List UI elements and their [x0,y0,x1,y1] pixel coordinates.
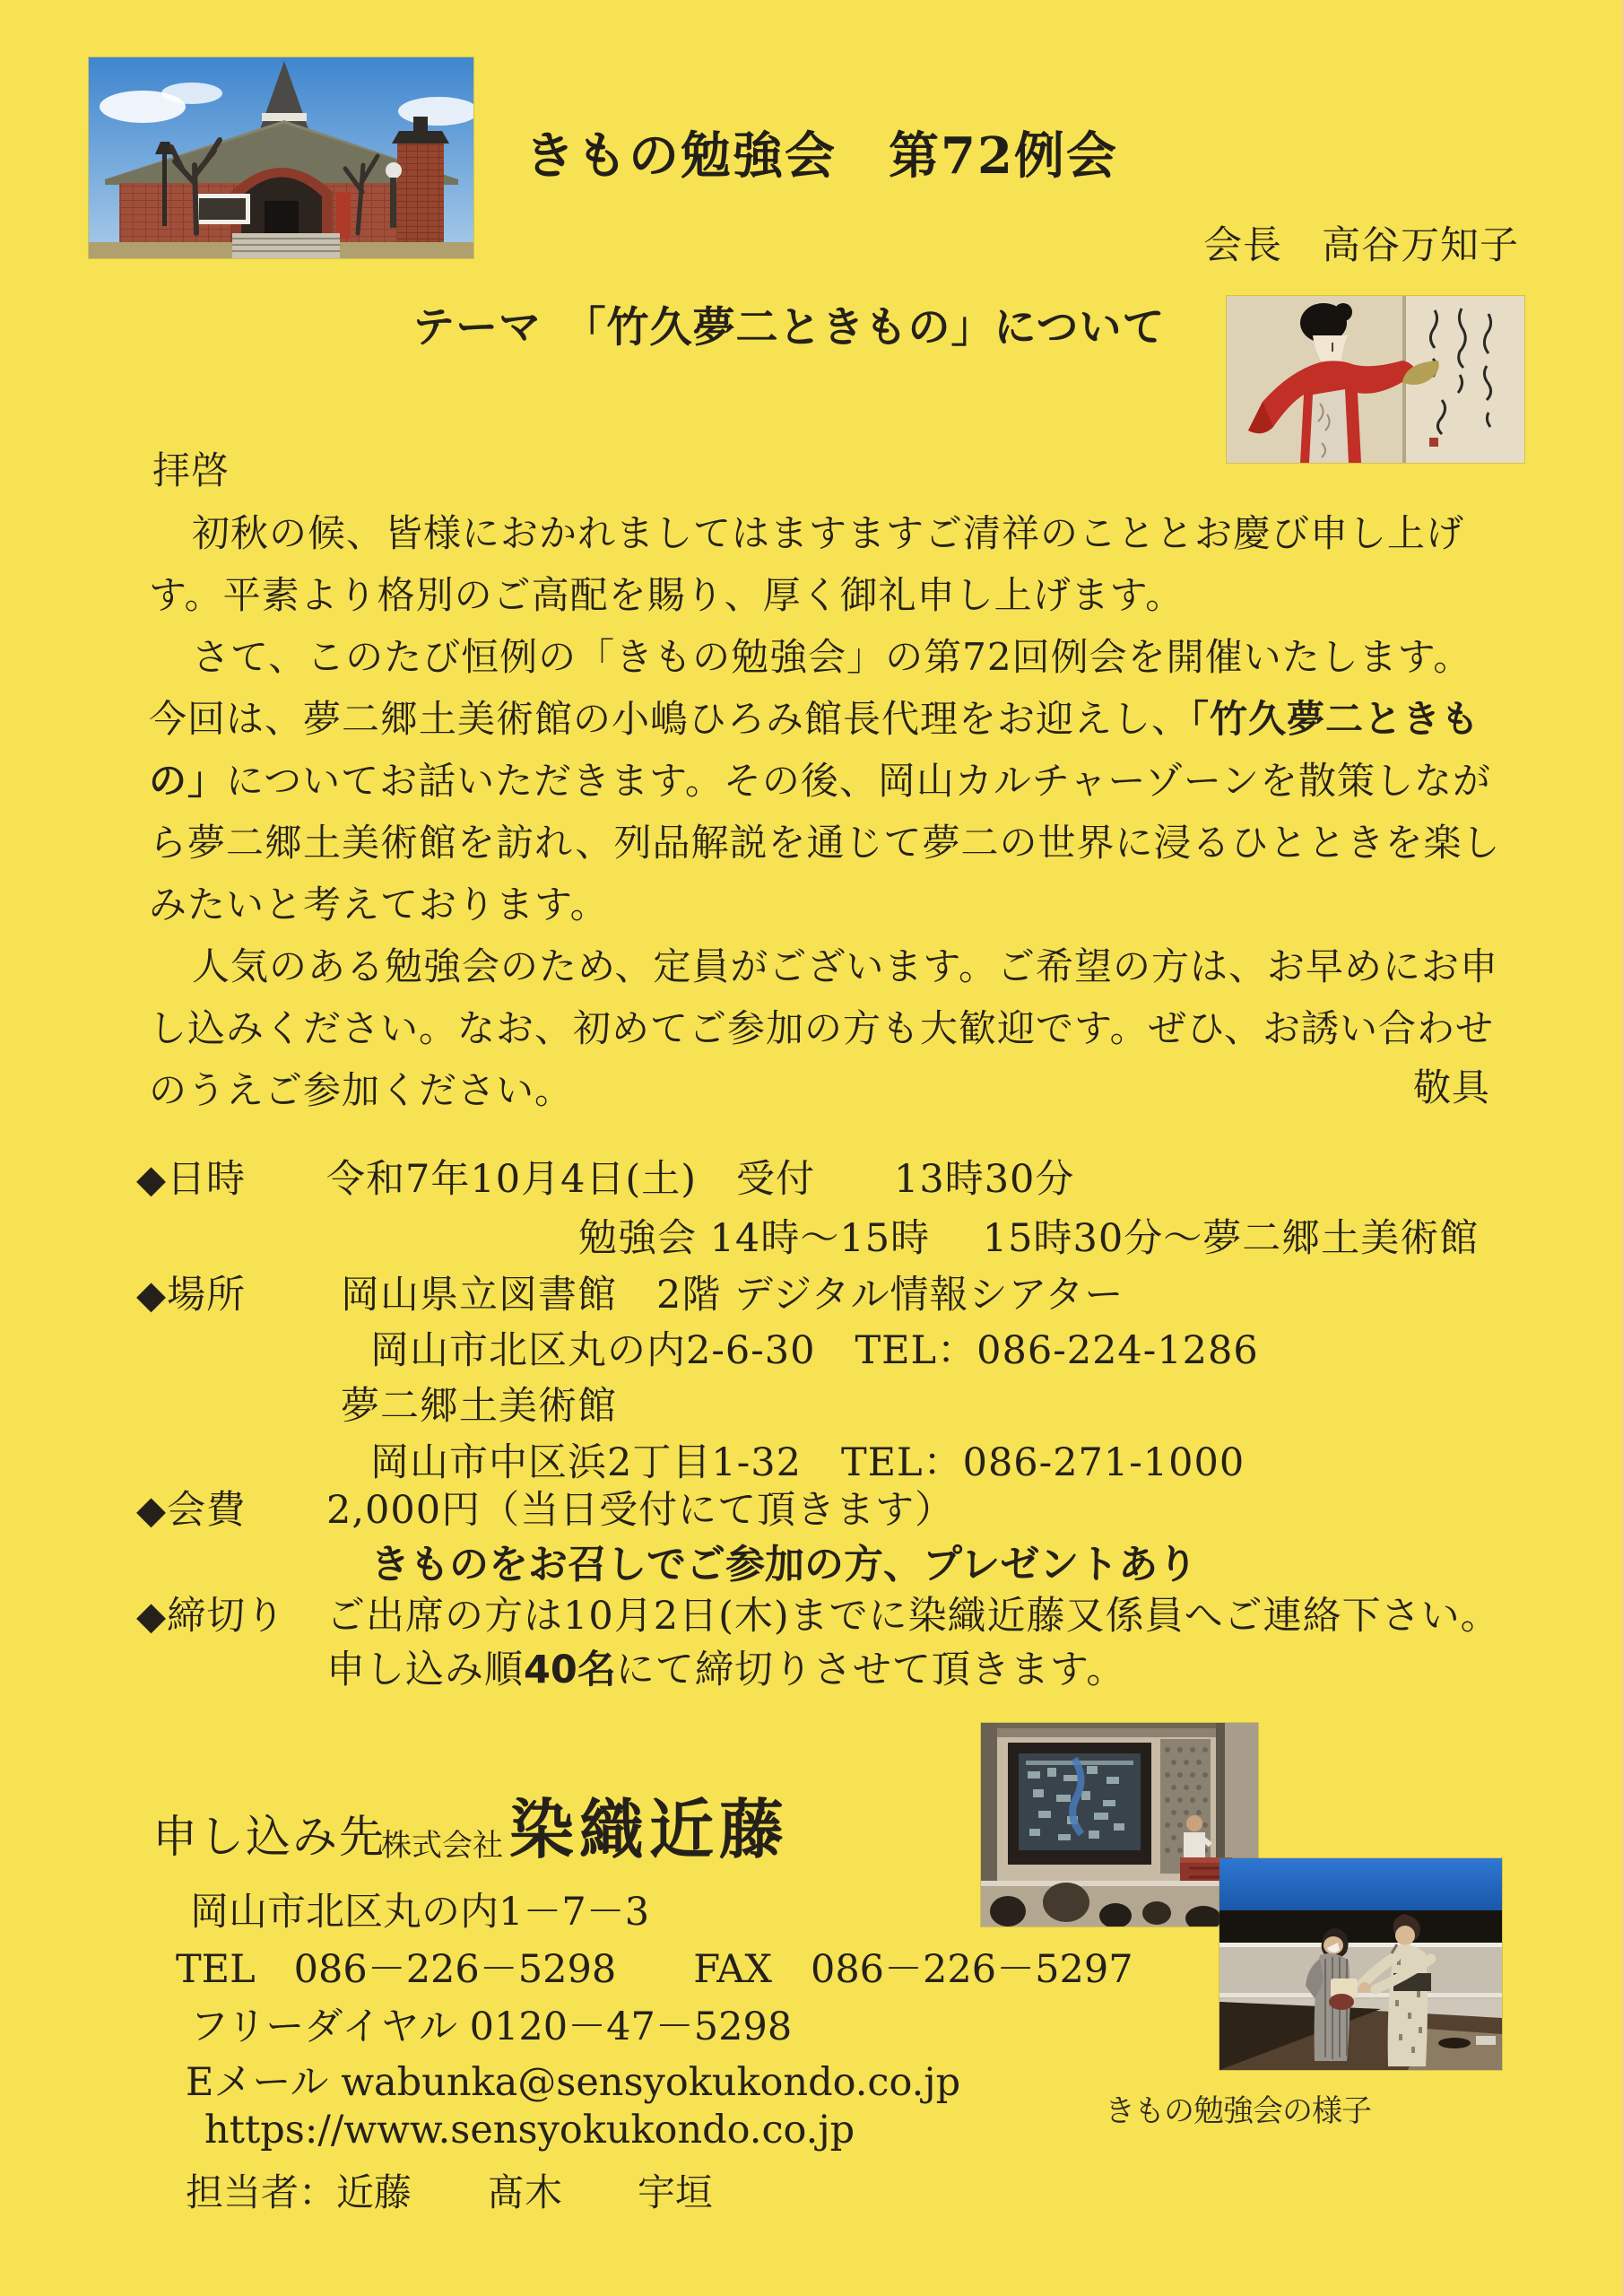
place-value-2: 夢二郷土美術館 [341,1384,617,1429]
apply-to-label: 申し込み先 [152,1811,386,1863]
date-label: ◆日時 [136,1157,247,1202]
page-title: きもの勉強会 第72例会 [525,126,1118,186]
contact-email: Eメール wabunka@sensyokukondo.co.jp [186,2060,961,2105]
contact-staff: 担当者：近藤 髙木 宇垣 [186,2170,714,2214]
contact-tel-fax: TEL 086－226－5298 FAX 086－226－5297 [176,1947,1133,1992]
body-line: さて、このたび恒例の「きもの勉強会」の第72回例会を開催いたします。 [192,635,1472,679]
emphasis-text: の」 [149,759,227,803]
place-value: 岡山県立図書館 2階 デジタル情報シアター [341,1273,1124,1318]
place-address-1: 岡山市北区丸の内2-6-30 TEL：086-224-1286 [370,1328,1259,1373]
greeting-close: 敬具 [1413,1065,1491,1109]
chairperson-name: 会長 高谷万知子 [1203,223,1519,268]
body-line: す。平素より格別のご高配を賜り、厚く御礼申し上げます。 [149,573,1185,617]
contact-free-dial: フリーダイヤル 0120－47－5298 [190,2005,793,2049]
capacity-number: 40名 [524,1648,616,1692]
body-line [149,752,1491,805]
contact-address: 岡山市北区丸の内1－7－3 [190,1890,650,1935]
body-line [149,690,1480,744]
body-text: 今回は、夢二郷土美術館の小嶋ひろみ館長代理をお迎えし、 [149,697,1191,741]
body-line: 人気のある勉強会のため、定員がございます。ご希望の方は、お早めにお申 [192,944,1498,988]
yumeji-painting-illustration [1227,296,1524,463]
deadline-line2 [326,1639,1125,1694]
museum-building-illustration [89,57,473,258]
body-line: 初秋の候、皆様におかれましてはますますご清祥のこととお慶び申し上げ [192,511,1465,555]
photo-caption: きもの勉強会の様子 [1105,2093,1371,2129]
body-line: のうえご参加ください。 [149,1068,574,1112]
emphasis-text: 「竹久夢二ときも [1190,697,1480,741]
body-line: し込みください。なお、初めてご参加の方も大歓迎です。ぜひ、お誘い合わせ [149,1006,1494,1050]
theme-line: テーマ 「竹久夢二ときもの」について [412,303,1166,352]
body-text: についてお話いただきます。その後、岡山カルチャーゾーンを散策しなが [226,759,1492,803]
date-value-line2: 勉強会 14時～15時 15時30分～夢二郷土美術館 [578,1216,1480,1261]
museum-building-photo [89,57,473,258]
body-line: みたいと考えております。 [149,883,609,926]
body-line: ら夢二郷土美術館を訪れ、列品解説を通じて夢二の世界に浸るひとときを楽し [149,821,1501,865]
lecture-hall-illustration [981,1723,1258,1926]
yumeji-painting-photo [1227,296,1524,463]
fee-value: 2,000円（当日受付にて頂きます） [326,1488,955,1533]
contact-url: https://www.sensyokukondo.co.jp [204,2108,855,2152]
kimono-stage-photo [1219,1858,1502,2070]
company-prefix: 株式会社 [381,1828,503,1864]
kimono-present-note: きものをお召しでご参加の方、プレゼントあり [370,1542,1198,1587]
deadline-text: 申し込み順 [326,1648,524,1692]
place-label: ◆場所 [136,1273,247,1318]
place-address-2: 岡山市中区浜2丁目1-32 TEL：086-271-1000 [370,1440,1245,1485]
deadline-text: にて締切りさせて頂きます。 [615,1648,1126,1692]
fee-label: ◆会費 [136,1488,247,1533]
kimono-stage-illustration [1219,1858,1502,2070]
deadline-value: ご出席の方は10月2日(木)までに染織近藤又係員へご連絡下さい。 [326,1594,1500,1639]
company-name: 染織近藤 [509,1791,790,1867]
greeting-open: 拝啓 [152,448,230,492]
lecture-hall-photo [981,1723,1258,1926]
deadline-label: ◆締切り [136,1594,286,1639]
date-value: 令和7年10月4日(土) 受付 13時30分 [326,1157,1075,1202]
